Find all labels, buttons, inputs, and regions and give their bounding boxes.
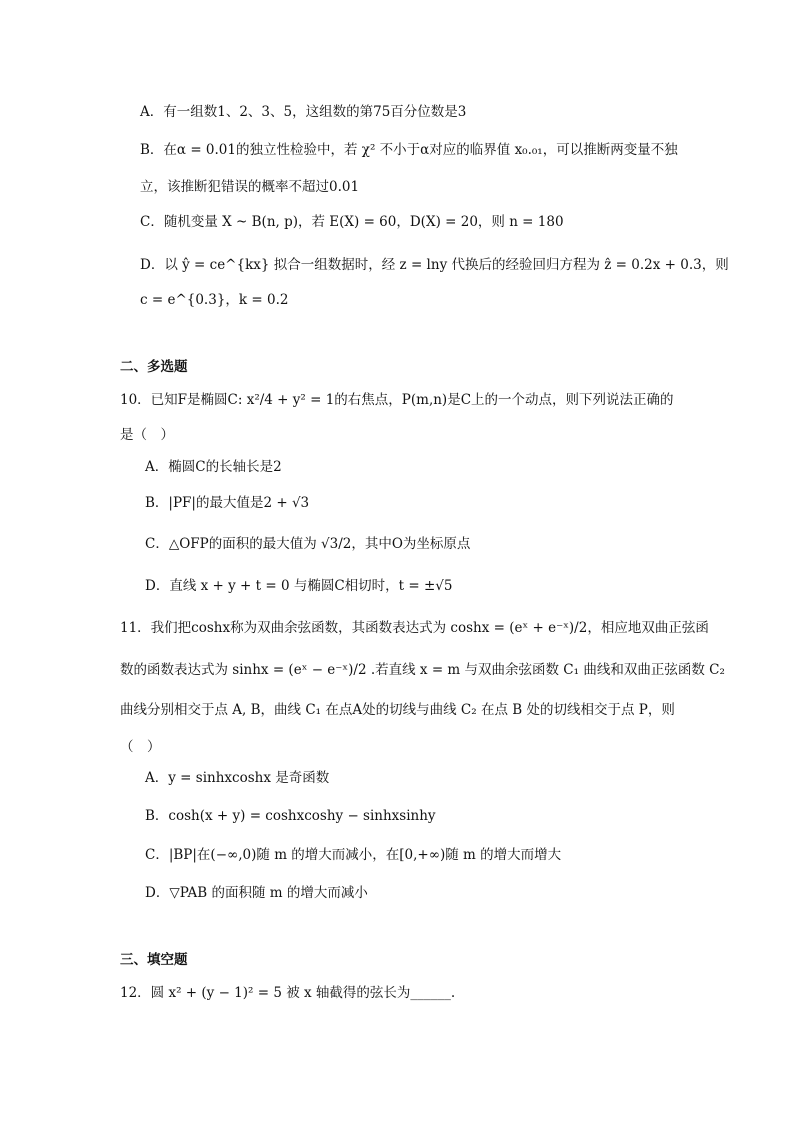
q11-stem-line4: （ ）: [120, 739, 161, 755]
q11-option-d: D．▽PAB 的面积随 m 的增大而减小: [145, 885, 368, 901]
q9-option-a: A．有一组数1、2、3、5，这组数的第75百分位数是3: [140, 104, 467, 120]
q12-stem: 12．圆 x² + (y − 1)² = 5 被 x 轴截得的弦长为______.: [120, 985, 456, 1001]
q11-option-c: C．|BP|在(−∞,0)随 m 的增大而减小，在[0,+∞)随 m 的增大而增大: [145, 847, 562, 863]
q9-option-b-line1: B．在α = 0.01的独立性检验中，若 χ² 不小于α对应的临界值 x₀.₀₁，可以推断两变量不独: [140, 142, 678, 158]
q10-option-a: A．椭圆C的长轴长是2: [145, 459, 282, 475]
q10-stem-line1: 10．已知F是椭圆C: x²/4 + y² = 1的右焦点，P(m,n)是C上的一个动点，则下列说法正确的: [120, 392, 674, 408]
section-heading-fill-in-blank: 三、填空题: [120, 952, 188, 968]
q11-option-a: A．y = sinhxcoshx 是奇函数: [145, 770, 330, 786]
q11-option-b: B．cosh(x + y) = coshxcoshy − sinhxsinhy: [145, 808, 436, 824]
q11-stem-line2: 数的函数表达式为 sinhx = (eˣ − e⁻ˣ)/2 .若直线 x = m 与双曲余弦函数 C₁ 曲线和双曲正弦函数 C₂: [120, 662, 725, 678]
q11-stem-line1: 11．我们把coshx称为双曲余弦函数，其函数表达式为 coshx = (eˣ + e⁻ˣ)/2，相应地双曲正弦函: [120, 620, 709, 636]
q9-option-d-line1: D．以 ŷ = ce^{kx} 拟合一组数据时，经 z = lny 代换后的经验回归方程为 ẑ = 0.2x + 0.3，则: [140, 257, 729, 273]
q10-option-b: B．|PF|的最大值是2 + √3: [145, 495, 310, 511]
q10-option-c: C．△OFP的面积的最大值为 √3/2，其中O为坐标原点: [145, 536, 471, 552]
q10-stem-line2: 是（ ）: [120, 427, 174, 443]
q10-option-d: D．直线 x + y + t = 0 与椭圆C相切时，t = ±√5: [145, 578, 453, 594]
q9-option-c: C．随机变量 X ~ B(n, p)，若 E(X) = 60，D(X) = 20，则 n = 180: [140, 214, 564, 230]
q9-option-b-line2: 立，该推断犯错误的概率不超过0.01: [140, 179, 360, 195]
section-heading-multiple-choice: 二、多选题: [120, 359, 188, 375]
q9-option-d-line2: c = e^{0.3}，k = 0.2: [140, 292, 289, 308]
q11-stem-line3: 曲线分别相交于点 A, B，曲线 C₁ 在点A处的切线与曲线 C₂ 在点 B 处的切线相交于点 P，则: [120, 702, 675, 718]
